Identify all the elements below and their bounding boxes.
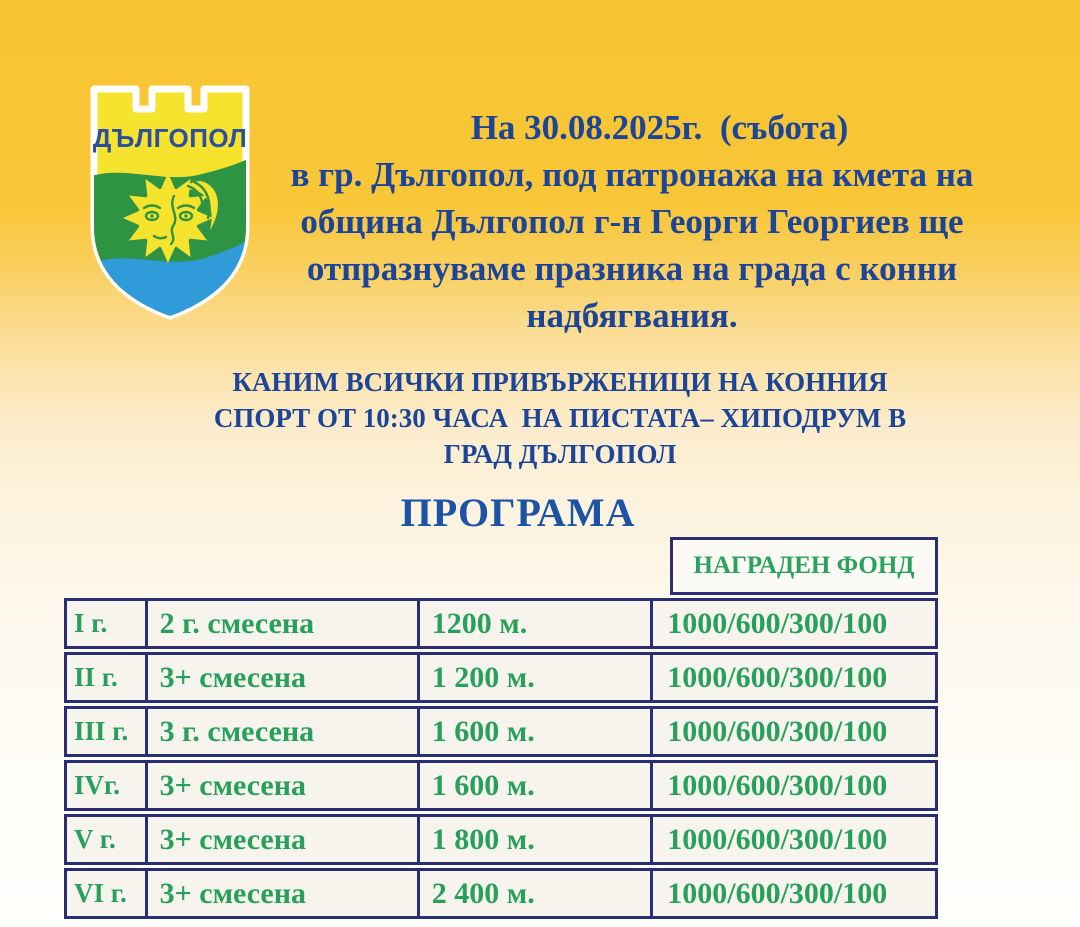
table-row [64,760,938,811]
race-group: VI г. [74,878,127,908]
emblem-town-name: ДЪЛГОПОЛ [92,123,248,153]
race-category: 3+ смесена [145,871,417,916]
race-group: IVг. [74,770,120,800]
invitation-line: ГРАД ДЪЛГОПОЛ [443,439,677,469]
program-table [64,598,938,919]
announcement-line: отпразнуваме празника на града с конни [306,249,958,288]
announcement-line: в гр. Дългопол, под патронажа на кмета на [290,155,974,194]
race-group: V г. [74,824,116,854]
announcement-line: надбягвания. [526,296,738,335]
table-row [64,598,938,649]
race-group: III г. [74,716,129,746]
race-category: 3+ смесена [145,817,417,862]
program-title: ПРОГРАМА [400,490,636,535]
announcement-line: На 30.08.2025г. (събота) [470,108,849,147]
invitation-line: СПОРТ ОТ 10:30 ЧАСА НА ПИСТАТА– ХИПОДРУМ В [213,403,907,433]
race-prizes: 1000/600/300/100 [650,601,935,646]
race-distance: 1200 м. [417,601,650,646]
race-group: II г. [74,662,118,692]
race-distance: 1 600 м. [417,709,650,754]
race-distance: 2 400 м. [417,871,650,916]
race-prizes: 1000/600/300/100 [650,817,935,862]
race-distance: 1 200 м. [417,655,650,700]
race-distance: 1 800 м. [417,817,650,862]
race-group: I г. [74,608,108,638]
invitation-text [160,364,960,472]
table-row [64,814,938,865]
table-row [64,868,938,919]
event-announcement [262,104,1002,339]
table-row [64,652,938,703]
race-category: 3 г. смесена [145,709,417,754]
race-category: 3+ смесена [145,763,417,808]
prize-fund-label: НАГРАДЕН ФОНД [693,552,915,579]
race-distance: 1 600 м. [417,763,650,808]
prize-fund-box [670,537,938,595]
race-prizes: 1000/600/300/100 [650,871,935,916]
race-prizes: 1000/600/300/100 [650,709,935,754]
race-prizes: 1000/600/300/100 [650,655,935,700]
race-category: 3+ смесена [145,655,417,700]
invitation-line: КАНИМ ВСИЧКИ ПРИВЪРЖЕНИЦИ НА КОННИЯ [232,367,888,397]
race-category: 2 г. смесена [145,601,417,646]
dalgopol-coat-of-arms-icon [88,85,252,322]
announcement-line: община Дългопол г-н Георги Георгиев ще [300,202,964,241]
table-row [64,706,938,757]
race-prizes: 1000/600/300/100 [650,763,935,808]
